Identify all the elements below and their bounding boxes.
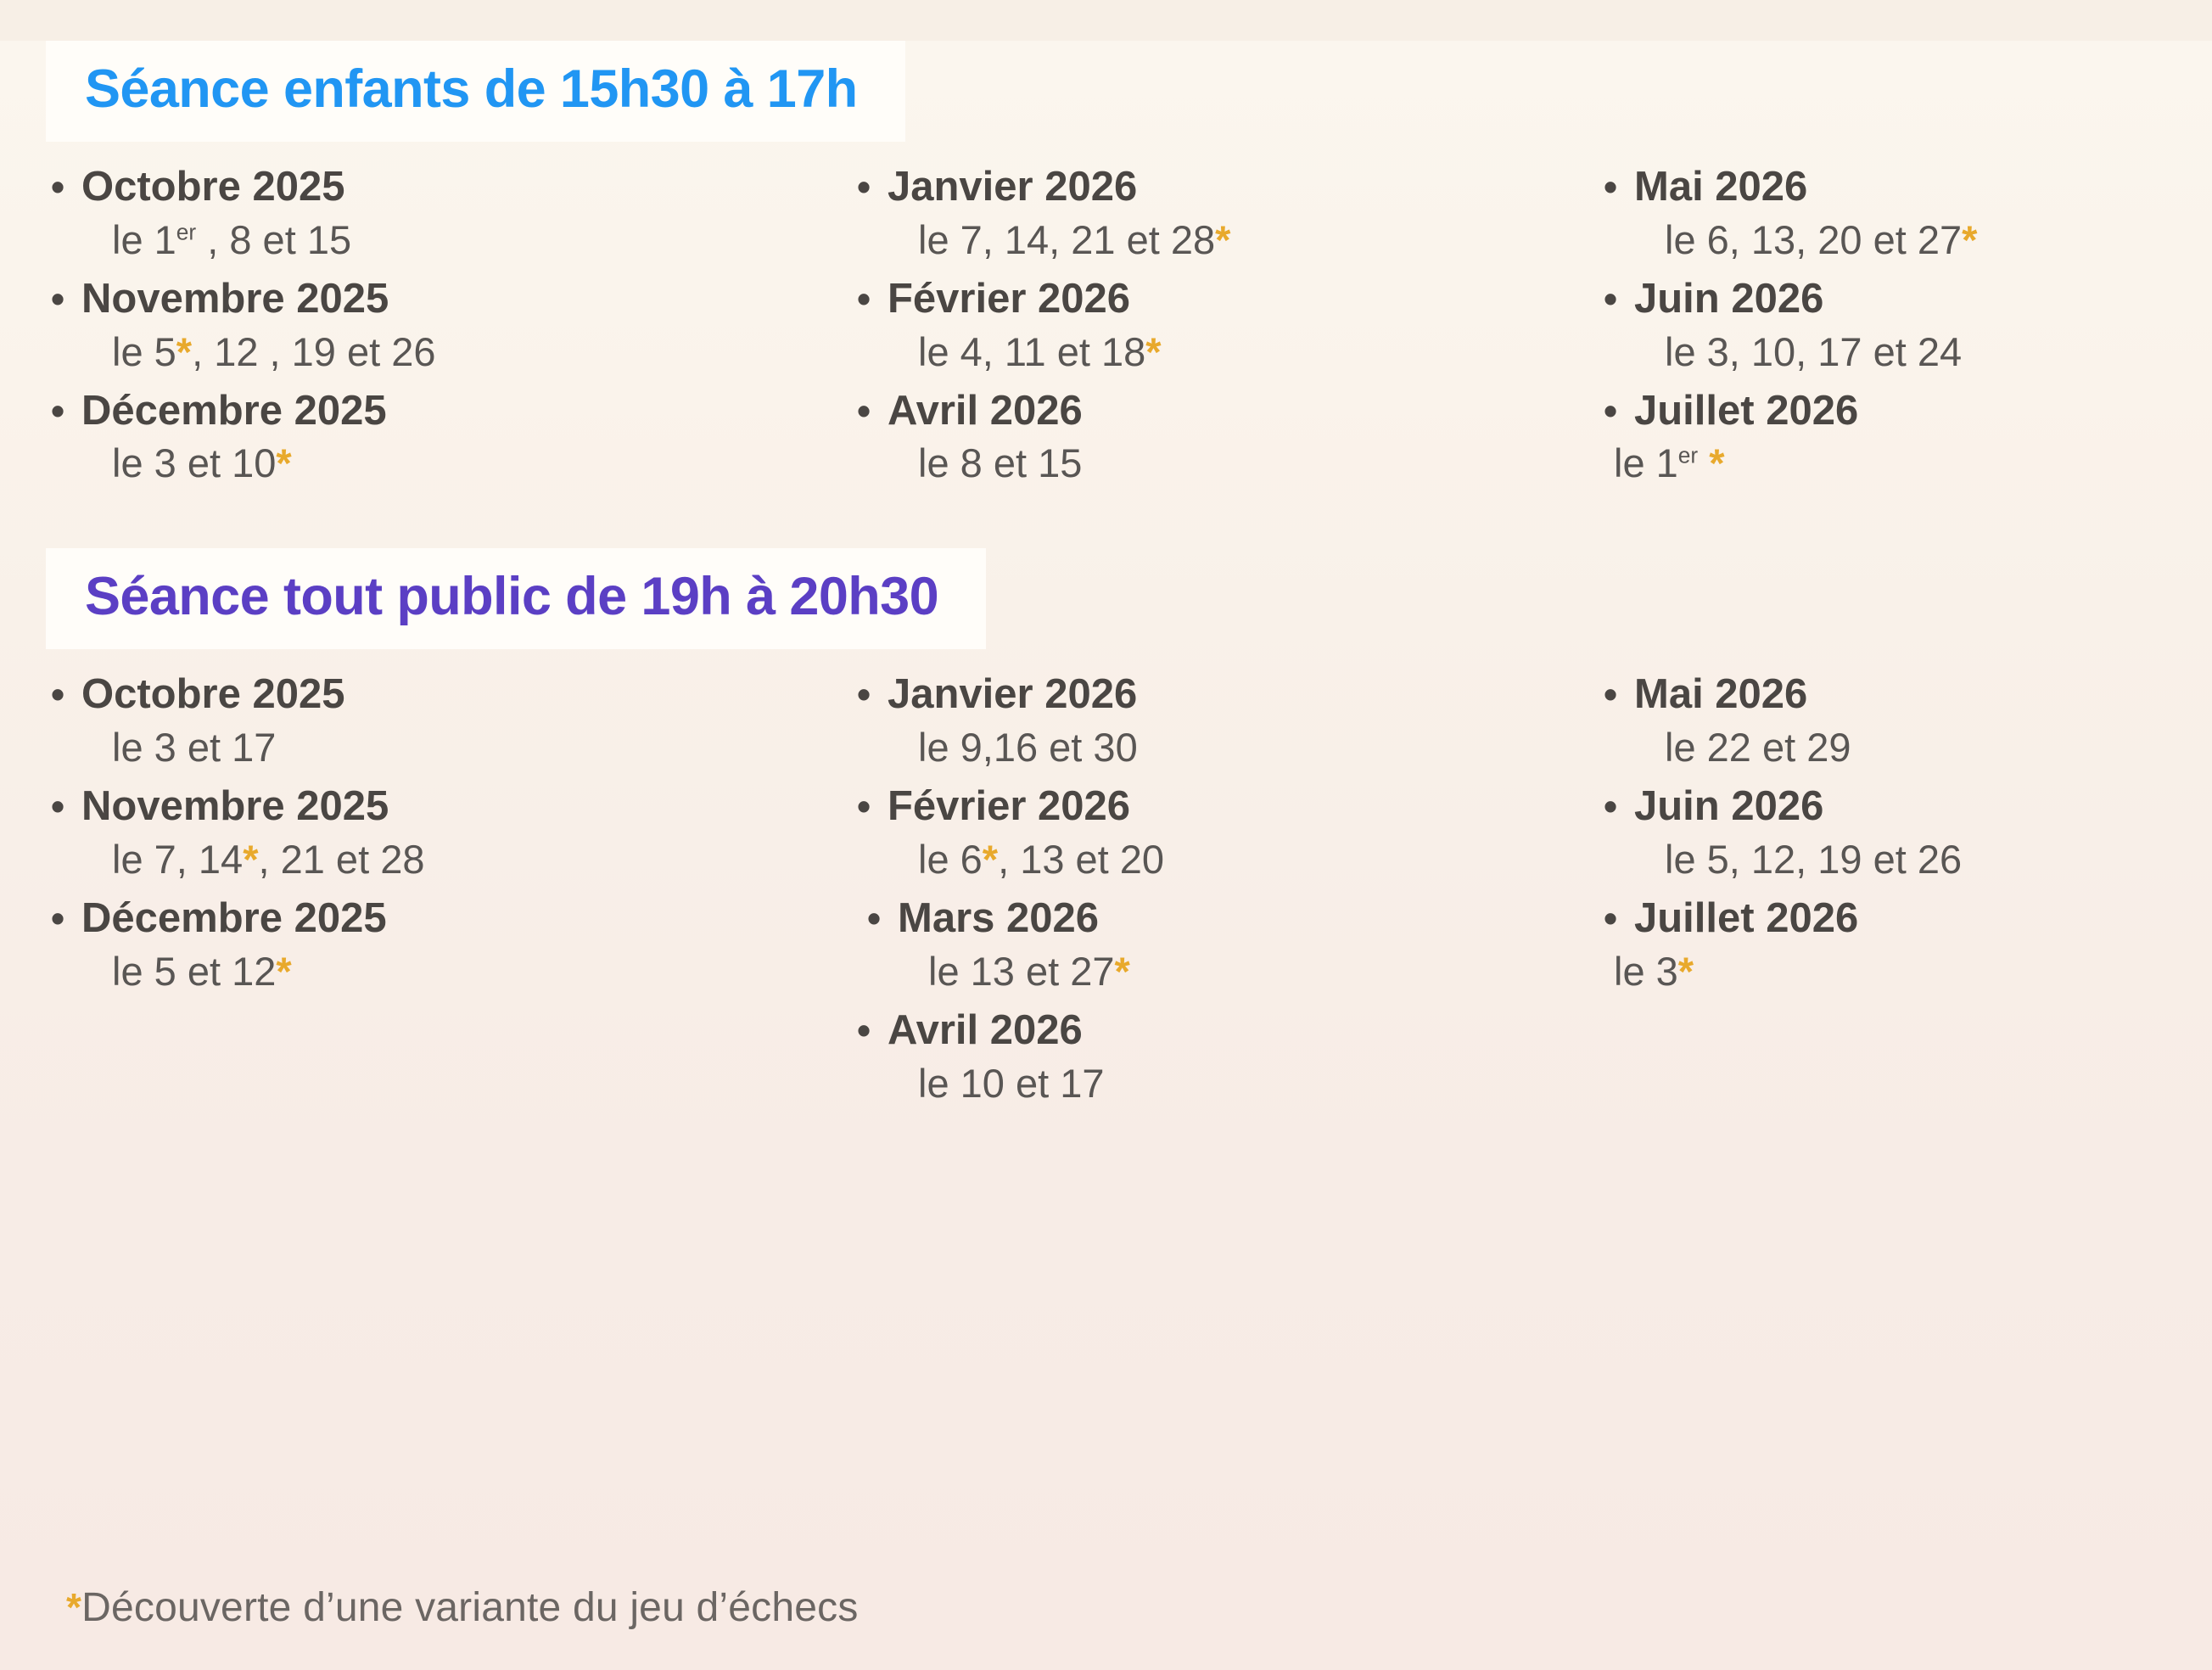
month-label: Mars 2026: [898, 895, 1100, 942]
month-dates: le 4, 11 et 18*: [918, 328, 1162, 374]
bullet-icon: •: [857, 784, 871, 829]
month-dates: le 6*, 13 et 20: [918, 836, 1165, 882]
month-heading: [867, 892, 1604, 945]
month-dates: le 3, 10, 17 et 24: [1665, 328, 1963, 374]
bullet-icon: •: [857, 1007, 871, 1052]
month-label: Juin 2026: [1634, 275, 1824, 322]
month-block: [1604, 272, 2198, 378]
bullet-icon: •: [1604, 388, 1618, 433]
month-block: [857, 668, 1604, 773]
month-block: [51, 892, 857, 997]
month-block: [1604, 160, 2198, 266]
bullet-icon: •: [51, 165, 65, 209]
public-columns: [0, 668, 2212, 1115]
public-title-plate: [46, 548, 986, 649]
month-label: Décembre 2025: [81, 895, 387, 942]
month-dates: le 7, 14, 21 et 28*: [918, 216, 1231, 262]
month-label: Mai 2026: [1634, 671, 1808, 718]
bullet-icon: •: [51, 896, 65, 941]
bullet-icon: •: [1604, 672, 1618, 717]
children-column-2: [857, 160, 1604, 496]
bullet-icon: •: [857, 672, 871, 717]
month-block: [867, 892, 1604, 997]
public-column-3: [1604, 668, 2198, 1115]
bullet-icon: •: [51, 672, 65, 717]
children-title-plate: [46, 41, 905, 142]
children-columns: [0, 160, 2212, 496]
month-block: [857, 160, 1604, 266]
footnote-marker: *: [66, 1585, 82, 1629]
month-heading: [857, 384, 1604, 438]
month-heading: [1604, 160, 2198, 214]
month-heading: [1604, 272, 2198, 326]
month-label: Juin 2026: [1634, 783, 1824, 830]
month-heading: [51, 780, 857, 833]
month-dates: le 7, 14*, 21 et 28: [112, 836, 425, 882]
month-block: [51, 668, 857, 773]
month-label: Novembre 2025: [81, 275, 389, 322]
month-heading: [1604, 892, 2198, 945]
month-label: Juillet 2026: [1634, 387, 1859, 434]
month-heading: [857, 160, 1604, 214]
month-dates: le 22 et 29: [1665, 725, 1851, 771]
month-heading: [1604, 668, 2198, 721]
month-dates: le 3 et 10*: [112, 440, 292, 486]
children-column-3: [1604, 160, 2198, 496]
month-block: [857, 1004, 1604, 1109]
bullet-icon: •: [1604, 896, 1618, 941]
month-block: [857, 780, 1604, 885]
footnote-text: Découverte d’une variante du jeu d’échecs: [81, 1585, 859, 1630]
footnote: [66, 1584, 859, 1631]
month-dates: le 1er *: [1614, 440, 1725, 486]
month-dates: le 8 et 15: [918, 440, 1083, 486]
month-dates: le 6, 13, 20 et 27*: [1665, 216, 1978, 262]
month-dates: le 1er , 8 et 15: [112, 216, 352, 262]
section-public-sessions: [0, 548, 2212, 1115]
month-dates: le 10 et 17: [918, 1060, 1105, 1106]
month-label: Octobre 2025: [81, 164, 345, 210]
month-dates: le 3 et 17: [112, 725, 277, 771]
month-block: [1604, 384, 2198, 490]
children-column-1: [51, 160, 857, 496]
bullet-icon: •: [51, 276, 65, 321]
month-label: Avril 2026: [888, 387, 1083, 434]
section-children-sessions: [0, 41, 2212, 496]
month-label: Octobre 2025: [81, 671, 345, 718]
month-label: Janvier 2026: [888, 164, 1138, 210]
month-dates: le 5*, 12 , 19 et 26: [112, 328, 436, 374]
children-session-title: Séance enfants de 15h30 à 17h: [85, 59, 858, 119]
month-label: Juillet 2026: [1634, 895, 1859, 942]
month-heading: [51, 668, 857, 721]
bullet-icon: •: [857, 165, 871, 209]
bullet-icon: •: [857, 388, 871, 433]
bullet-icon: •: [1604, 276, 1618, 321]
month-dates: le 9,16 et 30: [918, 725, 1138, 771]
month-block: [51, 780, 857, 885]
public-column-1: [51, 668, 857, 1115]
month-block: [857, 272, 1604, 378]
month-heading: [857, 1004, 1604, 1057]
month-dates: le 5 et 12*: [112, 948, 292, 994]
public-session-title: Séance tout public de 19h à 20h30: [85, 567, 939, 627]
bullet-icon: •: [1604, 165, 1618, 209]
schedule-page: [0, 41, 2212, 1670]
month-block: [51, 160, 857, 266]
month-label: Novembre 2025: [81, 783, 389, 830]
month-label: Février 2026: [888, 783, 1131, 830]
month-label: Février 2026: [888, 275, 1131, 322]
month-label: Mai 2026: [1634, 164, 1808, 210]
month-heading: [51, 160, 857, 214]
month-heading: [51, 272, 857, 326]
bullet-icon: •: [1604, 784, 1618, 829]
bullet-icon: •: [51, 784, 65, 829]
month-heading: [857, 780, 1604, 833]
month-heading: [51, 384, 857, 438]
month-block: [1604, 780, 2198, 885]
month-label: Janvier 2026: [888, 671, 1138, 718]
month-heading: [857, 668, 1604, 721]
month-heading: [51, 892, 857, 945]
month-block: [51, 384, 857, 490]
month-heading: [1604, 384, 2198, 438]
bullet-icon: •: [867, 896, 882, 941]
month-dates: le 5, 12, 19 et 26: [1665, 836, 1963, 882]
public-column-2: [857, 668, 1604, 1115]
month-heading: [857, 272, 1604, 326]
month-label: Avril 2026: [888, 1006, 1083, 1053]
bullet-icon: •: [857, 276, 871, 321]
month-block: [1604, 892, 2198, 997]
month-heading: [1604, 780, 2198, 833]
month-label: Décembre 2025: [81, 387, 387, 434]
month-dates: le 3*: [1614, 948, 1694, 994]
month-dates: le 13 et 27*: [928, 948, 1130, 994]
bullet-icon: •: [51, 388, 65, 433]
month-block: [1604, 668, 2198, 773]
month-block: [857, 384, 1604, 490]
month-block: [51, 272, 857, 378]
